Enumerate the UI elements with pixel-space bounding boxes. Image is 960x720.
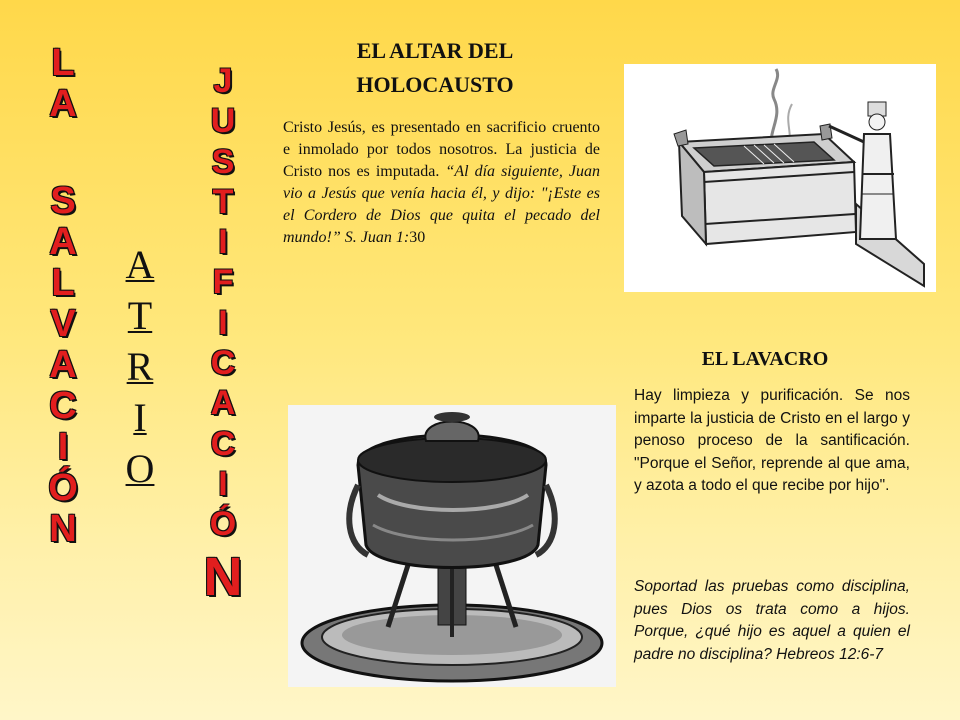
vertical-title-atrio <box>118 242 162 500</box>
title-letter: A <box>49 221 77 263</box>
vertical-title-la-salvacion <box>38 44 88 551</box>
altar-text-verse: 30 <box>409 229 426 246</box>
vertical-title-justificacion <box>198 64 248 610</box>
lavacro-description: Hay limpieza y purificación. Se nos imparte la justicia de Cristo en el largo y penoso proceso de la santificación. "Porque el Señor, reprende al que ama, y azota a todo el que recibe por hijo". <box>634 387 910 495</box>
title-letter: L <box>51 42 75 84</box>
title-letter: L <box>51 262 75 304</box>
title-letter: I <box>218 464 228 503</box>
title-letter: A <box>210 384 236 423</box>
altar-description <box>283 117 600 249</box>
title-letter: I <box>218 223 228 262</box>
title-letter: C <box>210 424 236 463</box>
title-letter-large: N <box>203 546 243 607</box>
title-letter: A <box>49 344 77 386</box>
title-letter: T <box>212 182 234 221</box>
laver-illustration-icon <box>288 405 616 687</box>
altar-title: EL ALTAR DEL HOLOCAUSTO <box>356 38 514 97</box>
title-letter: I <box>218 303 228 342</box>
atrio-letter: O <box>125 446 155 491</box>
title-letter: Ó <box>48 467 78 509</box>
title-letter: F <box>212 263 234 302</box>
altar-illustration-icon <box>624 64 936 292</box>
atrio-letter: R <box>126 344 154 389</box>
title-letter: J <box>213 62 233 100</box>
atrio-letter: I <box>133 395 147 440</box>
altar-text-plain: Cristo Jesús, es presentado en sacrificio cruento e inmolado por todos nosotros. La justicia de Cristo nos es imputada. <box>283 119 600 180</box>
title-letter: A <box>49 83 77 125</box>
title-letter: Ó <box>209 505 237 544</box>
title-letter: S <box>211 142 235 181</box>
lavacro-quote: Soportad las pruebas como disciplina, pues Dios os trata como a hijos. Porque, ¿qué hijo es aquel a quien el padre no disciplina? Hebreos 12:6-7 <box>634 578 910 663</box>
title-letter: N <box>49 508 77 550</box>
title-letter: V <box>50 303 76 345</box>
altar-text-quote: “Al día siguiente, Juan vio a Jesús que venía hacia él, y dijo: "¡Este es el Cordero de Dios que quita el pecado del mundo!” S. Juan 1: <box>283 163 600 246</box>
title-letter: U <box>210 102 236 141</box>
title-letter: C <box>49 385 77 427</box>
lavacro-title: EL LAVACRO <box>701 348 829 370</box>
atrio-letter: T <box>127 293 153 338</box>
title-letter: C <box>210 344 236 383</box>
title-letter: I <box>57 426 69 468</box>
atrio-letter: A <box>125 242 155 287</box>
title-letter: S <box>50 180 76 222</box>
